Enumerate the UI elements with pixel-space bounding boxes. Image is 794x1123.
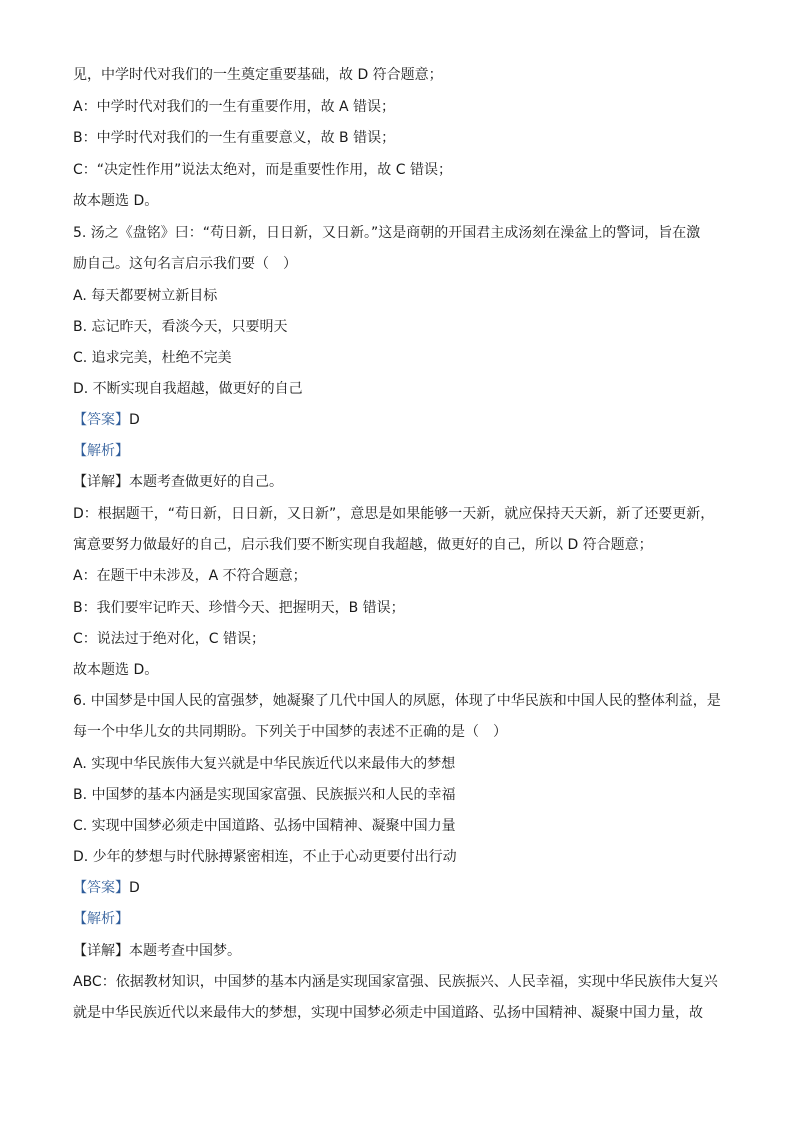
text-line: 见，中学时代对我们的一生奠定重要基础，故 D 符合题意； (73, 67, 443, 83)
question-5-option-c: C. 追求完美，杜绝不完美 (73, 350, 232, 366)
text-line: D：根据题干，“苟日新，日日新，又日新”，意思是如果能够一天新，就应保持天天新，新了还要更新， (73, 506, 715, 522)
text-line: C：“决定性作用”说法太绝对，而是重要性作用，故 C 错误； (73, 162, 452, 178)
question-5-detail (73, 473, 723, 491)
answer-tag: 【答案】 (73, 412, 129, 428)
question-6-analysis (73, 910, 723, 928)
text-line: 寓意要努力做最好的自己，启示我们要不断实现自我超越，做更好的自己，所以 D 符合题意； (73, 537, 653, 553)
detail-text: 本题考查中国梦。 (129, 943, 241, 959)
detail-text: 本题考查做更好的自己。 (129, 474, 283, 490)
question-5-option-a: A. 每天都要树立新目标 (73, 288, 218, 304)
analysis-tag: 【解析】 (73, 443, 129, 459)
question-6-option-d: D. 少年的梦想与时代脉搏紧密相连，不止于心动更要付出行动 (73, 849, 457, 865)
question-6-option-c: C. 实现中国梦必须走中国道路、弘扬中国精神、凝聚中国力量 (73, 818, 456, 834)
question-5-option-b: B. 忘记昨天，看淡今天，只要明天 (73, 319, 288, 335)
text-line: A：在题干中未涉及，A 不符合题意； (73, 568, 307, 584)
text-line: C：说法过于绝对化，C 错误； (73, 631, 266, 647)
text-line: B：中学时代对我们的一生有重要意义，故 B 错误； (73, 130, 396, 146)
answer-value: D (129, 412, 140, 428)
question-6-stem: 6. 中国梦是中国人民的富强梦，她凝聚了几代中国人的夙愿，体现了中华民族和中国人民的整体利益，是 (73, 693, 721, 709)
detail-tag: 【详解】 (73, 474, 129, 490)
question-5-stem-cont: 励自己。这句名言启示我们要（ ） (73, 256, 297, 272)
question-6-stem-cont: 每一个中华儿女的共同期盼。下列关于中国梦的表述不正确的是（ ） (73, 724, 507, 740)
question-5-option-d: D. 不断实现自我超越，做更好的自己 (73, 381, 303, 397)
text-line: 故本题选 D。 (73, 662, 159, 678)
question-6-detail (73, 942, 723, 960)
text-line: ABC：依据教材知识，中国梦的基本内涵是实现国家富强、民族振兴、人民幸福，实现中华民族伟大复兴 (73, 974, 718, 990)
answer-value: D (129, 880, 140, 896)
question-5-answer (73, 411, 723, 429)
text-line: B：我们要牢记昨天、珍惜今天、把握明天，B 错误； (73, 600, 405, 616)
detail-tag: 【详解】 (73, 943, 129, 959)
question-6-answer (73, 879, 723, 897)
analysis-tag: 【解析】 (73, 911, 129, 927)
text-line: 就是中华民族近代以来最伟大的梦想，实现中国梦必须走中国道路、弘扬中国精神、凝聚中国力量，故 (73, 1005, 703, 1021)
question-5-analysis (73, 442, 723, 460)
text-line: A：中学时代对我们的一生有重要作用，故 A 错误； (73, 99, 396, 115)
question-6-option-b: B. 中国梦的基本内涵是实现国家富强、民族振兴和人民的幸福 (73, 787, 456, 803)
text-line: 故本题选 D。 (73, 193, 159, 209)
question-6-option-a: A. 实现中华民族伟大复兴就是中华民族近代以来最伟大的梦想 (73, 756, 456, 772)
answer-tag: 【答案】 (73, 880, 129, 896)
question-5-stem: 5. 汤之《盘铭》曰：“苟日新，日日新，又日新。”这是商朝的开国君主成汤刻在澡盆上的警词，旨在激 (73, 225, 701, 241)
